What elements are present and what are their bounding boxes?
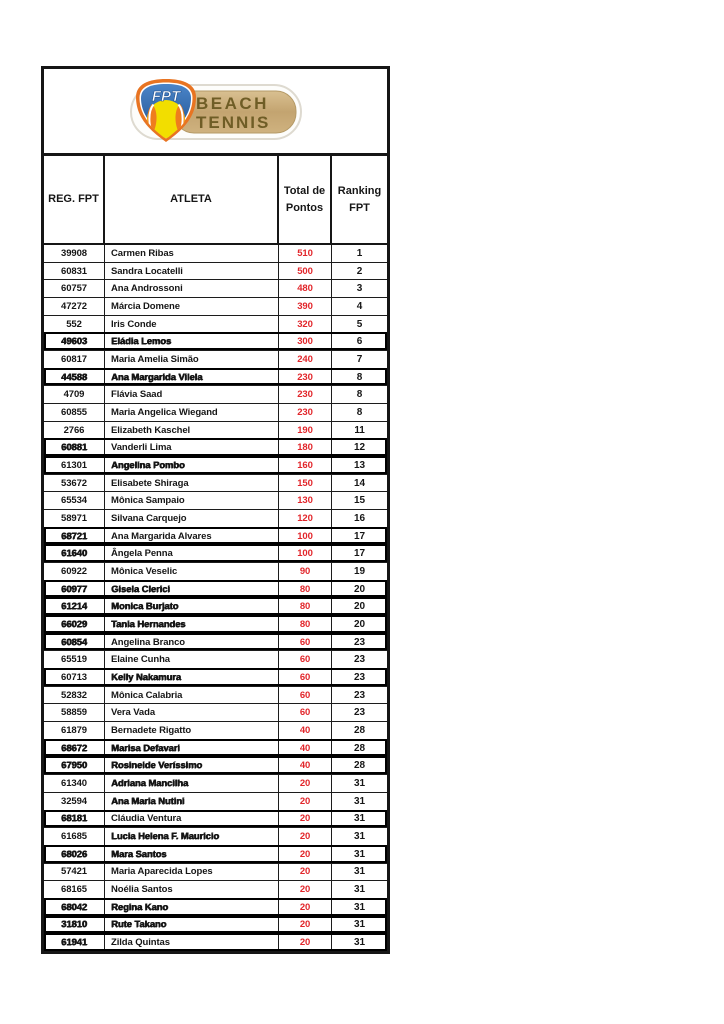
table-row: [44, 438, 387, 456]
reg-fpt-cell: 60713: [44, 669, 105, 686]
points-cell: 150: [279, 475, 332, 492]
points-cell: 300: [279, 333, 332, 350]
points-cell: 40: [279, 740, 332, 757]
header-reg-fpt: [44, 156, 105, 243]
athlete-name-cell: Sandra Locatelli: [105, 263, 279, 280]
ranking-cell: 20: [354, 583, 365, 595]
points-cell: 500: [279, 263, 332, 280]
points-cell: 60: [279, 687, 332, 704]
table-row: [44, 810, 387, 828]
table-row: [44, 686, 387, 704]
reg-fpt-cell: 39908: [44, 245, 105, 262]
reg-fpt-cell: 60881: [44, 439, 105, 456]
reg-fpt-cell: 61301: [44, 457, 105, 474]
points-cell: 60: [279, 704, 332, 721]
ranking-cell: 7: [356, 353, 363, 365]
reg-fpt-cell: 68026: [44, 846, 105, 863]
table-row: [44, 245, 387, 262]
table-row: [44, 615, 387, 633]
points-cell: 480: [279, 280, 332, 297]
athlete-name-cell: Carmen Ribas: [105, 245, 279, 262]
reg-fpt-cell: 58971: [44, 510, 105, 527]
reg-fpt-cell: 4709: [44, 386, 105, 403]
ranking-cell: 17: [354, 530, 365, 542]
athlete-name-cell: Kelly Nakamura: [105, 669, 279, 686]
table-row: [44, 562, 387, 580]
ranking-cell: 17: [354, 548, 365, 560]
points-cell: 230: [279, 369, 332, 386]
ranking-cell: 15: [354, 495, 365, 507]
points-cell: 20: [279, 811, 332, 828]
reg-fpt-cell: 60977: [44, 581, 105, 598]
points-cell: 240: [279, 351, 332, 368]
points-cell: 180: [279, 439, 332, 456]
ranking-cell: 31: [354, 866, 365, 878]
ranking-cell: 31: [354, 848, 365, 860]
table-row: [44, 491, 387, 509]
reg-fpt-cell: 49603: [44, 333, 105, 350]
athlete-name-cell: Maria Angelica Wiegand: [105, 404, 279, 421]
ranking-cell: 6: [356, 336, 363, 348]
athlete-name-cell: Cláudia Ventura: [105, 811, 279, 828]
ranking-cell: 23: [354, 671, 365, 683]
ranking-cell: 4: [356, 300, 363, 312]
athlete-name-cell: Elisabete Shiraga: [105, 475, 279, 492]
reg-fpt-cell: 65534: [44, 492, 105, 509]
table-row: [44, 898, 387, 916]
points-cell: 230: [279, 404, 332, 421]
athlete-name-cell: Angelina Pombo: [105, 457, 279, 474]
reg-fpt-cell: 68042: [44, 899, 105, 916]
points-cell: 20: [279, 881, 332, 898]
athlete-name-cell: Ana Margarida Vilela: [105, 369, 279, 386]
table-row: [44, 845, 387, 863]
points-cell: 20: [279, 846, 332, 863]
athlete-name-cell: Eládia Lemos: [105, 333, 279, 350]
ranking-cell: 28: [354, 724, 365, 736]
table-row: [44, 474, 387, 492]
athlete-name-cell: Rute Takano: [105, 917, 279, 934]
table-row: [44, 527, 387, 545]
table-row: [44, 315, 387, 333]
reg-fpt-cell: 2766: [44, 422, 105, 439]
reg-fpt-cell: 66029: [44, 616, 105, 633]
table-row: [44, 827, 387, 845]
table-row: [44, 916, 387, 934]
table-row: [44, 350, 387, 368]
athlete-name-cell: Ana Androssoni: [105, 280, 279, 297]
ranking-cell: 31: [354, 901, 365, 913]
header-ranking-fpt: [332, 156, 387, 243]
reg-fpt-cell: 67950: [44, 757, 105, 774]
ranking-cell: 20: [354, 601, 365, 613]
ranking-cell: 31: [354, 919, 365, 931]
ranking-cell: 19: [354, 565, 365, 577]
athlete-name-cell: Elizabeth Kaschel: [105, 422, 279, 439]
reg-fpt-cell: 47272: [44, 298, 105, 315]
points-cell: 20: [279, 828, 332, 845]
table-row: [44, 456, 387, 474]
points-cell: 320: [279, 316, 332, 333]
ranking-cell: 31: [354, 777, 365, 789]
reg-fpt-cell: 552: [44, 316, 105, 333]
header-ranking-fpt-line2: FPT: [349, 201, 370, 214]
table-row: [44, 739, 387, 757]
ranking-table: [41, 66, 390, 954]
table-row: [44, 580, 387, 598]
athlete-name-cell: Bernadete Rigatto: [105, 722, 279, 739]
table-row: [44, 668, 387, 686]
ranking-cell: 23: [354, 636, 365, 648]
table-row: [44, 297, 387, 315]
points-cell: 60: [279, 651, 332, 668]
reg-fpt-cell: 57421: [44, 864, 105, 881]
ranking-cell: 14: [354, 477, 365, 489]
ranking-cell: 20: [354, 618, 365, 630]
reg-fpt-cell: 32594: [44, 793, 105, 810]
points-cell: 130: [279, 492, 332, 509]
athlete-name-cell: Márcia Domene: [105, 298, 279, 315]
ranking-cell: 13: [354, 459, 365, 471]
ranking-cell: 2: [356, 265, 363, 277]
points-cell: 100: [279, 528, 332, 545]
reg-fpt-cell: 61640: [44, 545, 105, 562]
points-cell: 510: [279, 245, 332, 262]
athlete-name-cell: Ana Margarida Alvares: [105, 528, 279, 545]
ranking-cell: 1: [356, 247, 363, 259]
table-row: [44, 880, 387, 898]
points-cell: 20: [279, 775, 332, 792]
athlete-name-cell: Rosineide Veríssimo: [105, 757, 279, 774]
ranking-cell: 8: [356, 389, 363, 401]
points-cell: 100: [279, 545, 332, 562]
table-header-row: [44, 156, 387, 245]
athlete-name-cell: Noélia Santos: [105, 881, 279, 898]
table-row: [44, 756, 387, 774]
reg-fpt-cell: 68721: [44, 528, 105, 545]
reg-fpt-cell: 61879: [44, 722, 105, 739]
table-row: [44, 933, 387, 951]
points-cell: 20: [279, 793, 332, 810]
points-cell: 390: [279, 298, 332, 315]
points-cell: 80: [279, 581, 332, 598]
points-cell: 40: [279, 757, 332, 774]
ranking-cell: 11: [354, 424, 365, 436]
athlete-name-cell: Regina Kano: [105, 899, 279, 916]
table-row: [44, 279, 387, 297]
logo-beach-text: BEACH: [195, 94, 269, 113]
logo-fpt-text: FPT: [151, 88, 180, 105]
reg-fpt-cell: 60855: [44, 404, 105, 421]
ranking-cell: 28: [354, 742, 365, 754]
athlete-name-cell: Silvana Carquejo: [105, 510, 279, 527]
header-ranking-fpt-line1: Ranking: [337, 185, 382, 197]
reg-fpt-cell: 61214: [44, 598, 105, 615]
ranking-cell: 23: [354, 689, 365, 701]
ranking-cell: 12: [354, 442, 365, 454]
points-cell: 90: [279, 563, 332, 580]
ranking-cell: 5: [356, 318, 363, 330]
reg-fpt-cell: 60757: [44, 280, 105, 297]
table-row: [44, 262, 387, 280]
fpt-beach-tennis-logo: [130, 77, 302, 145]
points-cell: 60: [279, 634, 332, 651]
athlete-name-cell: Zilda Quintas: [105, 934, 279, 951]
table-row: [44, 509, 387, 527]
header-atleta-label: ATLETA: [170, 193, 212, 206]
athlete-name-cell: Mônica Veselic: [105, 563, 279, 580]
athlete-name-cell: Elaine Cunha: [105, 651, 279, 668]
table-row: [44, 368, 387, 386]
points-cell: 60: [279, 669, 332, 686]
athlete-name-cell: Vanderli Lima: [105, 439, 279, 456]
points-cell: 190: [279, 422, 332, 439]
reg-fpt-cell: 61941: [44, 934, 105, 951]
reg-fpt-cell: 65519: [44, 651, 105, 668]
table-row: [44, 332, 387, 350]
points-cell: 160: [279, 457, 332, 474]
points-cell: 20: [279, 934, 332, 951]
athlete-name-cell: Vera Vada: [105, 704, 279, 721]
header-total-pontos-line1: Total de: [283, 185, 326, 197]
ranking-cell: 31: [354, 795, 365, 807]
athlete-name-cell: Ana Maria Nutini: [105, 793, 279, 810]
athlete-name-cell: Angelina Branco: [105, 634, 279, 651]
reg-fpt-cell: 58859: [44, 704, 105, 721]
points-cell: 20: [279, 864, 332, 881]
ranking-cell: 16: [354, 512, 365, 524]
ranking-cell: 23: [354, 707, 365, 719]
table-row: [44, 721, 387, 739]
table-row: [44, 774, 387, 792]
points-cell: 230: [279, 386, 332, 403]
athlete-name-cell: Lucia Helena F. Mauricio: [105, 828, 279, 845]
reg-fpt-cell: 68181: [44, 811, 105, 828]
athlete-name-cell: Mônica Calabria: [105, 687, 279, 704]
reg-fpt-cell: 31810: [44, 917, 105, 934]
ranking-cell: 23: [354, 654, 365, 666]
ranking-cell: 8: [356, 406, 363, 418]
table-row: [44, 403, 387, 421]
ranking-cell: 8: [356, 371, 363, 383]
table-row: [44, 703, 387, 721]
header-atleta: [105, 156, 279, 243]
table-row: [44, 597, 387, 615]
table-row: [44, 650, 387, 668]
reg-fpt-cell: 68165: [44, 881, 105, 898]
athlete-name-cell: Tania Hernandes: [105, 616, 279, 633]
reg-fpt-cell: 68672: [44, 740, 105, 757]
points-cell: 20: [279, 899, 332, 916]
points-cell: 40: [279, 722, 332, 739]
table-row: [44, 863, 387, 881]
table-rows: [44, 245, 387, 951]
points-cell: 120: [279, 510, 332, 527]
athlete-name-cell: Mônica Sampaio: [105, 492, 279, 509]
ranking-cell: 3: [356, 283, 363, 295]
header-total-pontos-line2: Pontos: [285, 201, 324, 214]
header-reg-fpt-label: REG. FPT: [48, 193, 99, 206]
athlete-name-cell: Adriana Mancilha: [105, 775, 279, 792]
reg-fpt-cell: 60854: [44, 634, 105, 651]
athlete-name-cell: Mara Santos: [105, 846, 279, 863]
athlete-name-cell: Monica Burjato: [105, 598, 279, 615]
logo-band: [44, 69, 387, 156]
athlete-name-cell: Ângela Penna: [105, 545, 279, 562]
points-cell: 80: [279, 598, 332, 615]
table-row: [44, 421, 387, 439]
ranking-cell: 31: [354, 937, 365, 949]
reg-fpt-cell: 44588: [44, 369, 105, 386]
table-row: [44, 792, 387, 810]
reg-fpt-cell: 53672: [44, 475, 105, 492]
ranking-cell: 31: [354, 813, 365, 825]
athlete-name-cell: Maria Aparecida Lopes: [105, 864, 279, 881]
logo-tennis-text: TENNIS: [195, 113, 270, 132]
table-row: [44, 385, 387, 403]
points-cell: 80: [279, 616, 332, 633]
athlete-name-cell: Iris Conde: [105, 316, 279, 333]
athlete-name-cell: Maria Amelia Simão: [105, 351, 279, 368]
athlete-name-cell: Marisa Defavari: [105, 740, 279, 757]
reg-fpt-cell: 60817: [44, 351, 105, 368]
reg-fpt-cell: 60831: [44, 263, 105, 280]
athlete-name-cell: Flávia Saad: [105, 386, 279, 403]
table-row: [44, 633, 387, 651]
reg-fpt-cell: 60922: [44, 563, 105, 580]
reg-fpt-cell: 61340: [44, 775, 105, 792]
ranking-cell: 31: [354, 831, 365, 842]
reg-fpt-cell: 61685: [44, 828, 105, 845]
points-cell: 20: [279, 917, 332, 934]
header-total-pontos: [279, 156, 332, 243]
ranking-cell: 31: [354, 884, 365, 896]
reg-fpt-cell: 52832: [44, 687, 105, 704]
ranking-cell: 28: [354, 760, 365, 772]
athlete-name-cell: Gisela Clerici: [105, 581, 279, 598]
table-row: [44, 544, 387, 562]
